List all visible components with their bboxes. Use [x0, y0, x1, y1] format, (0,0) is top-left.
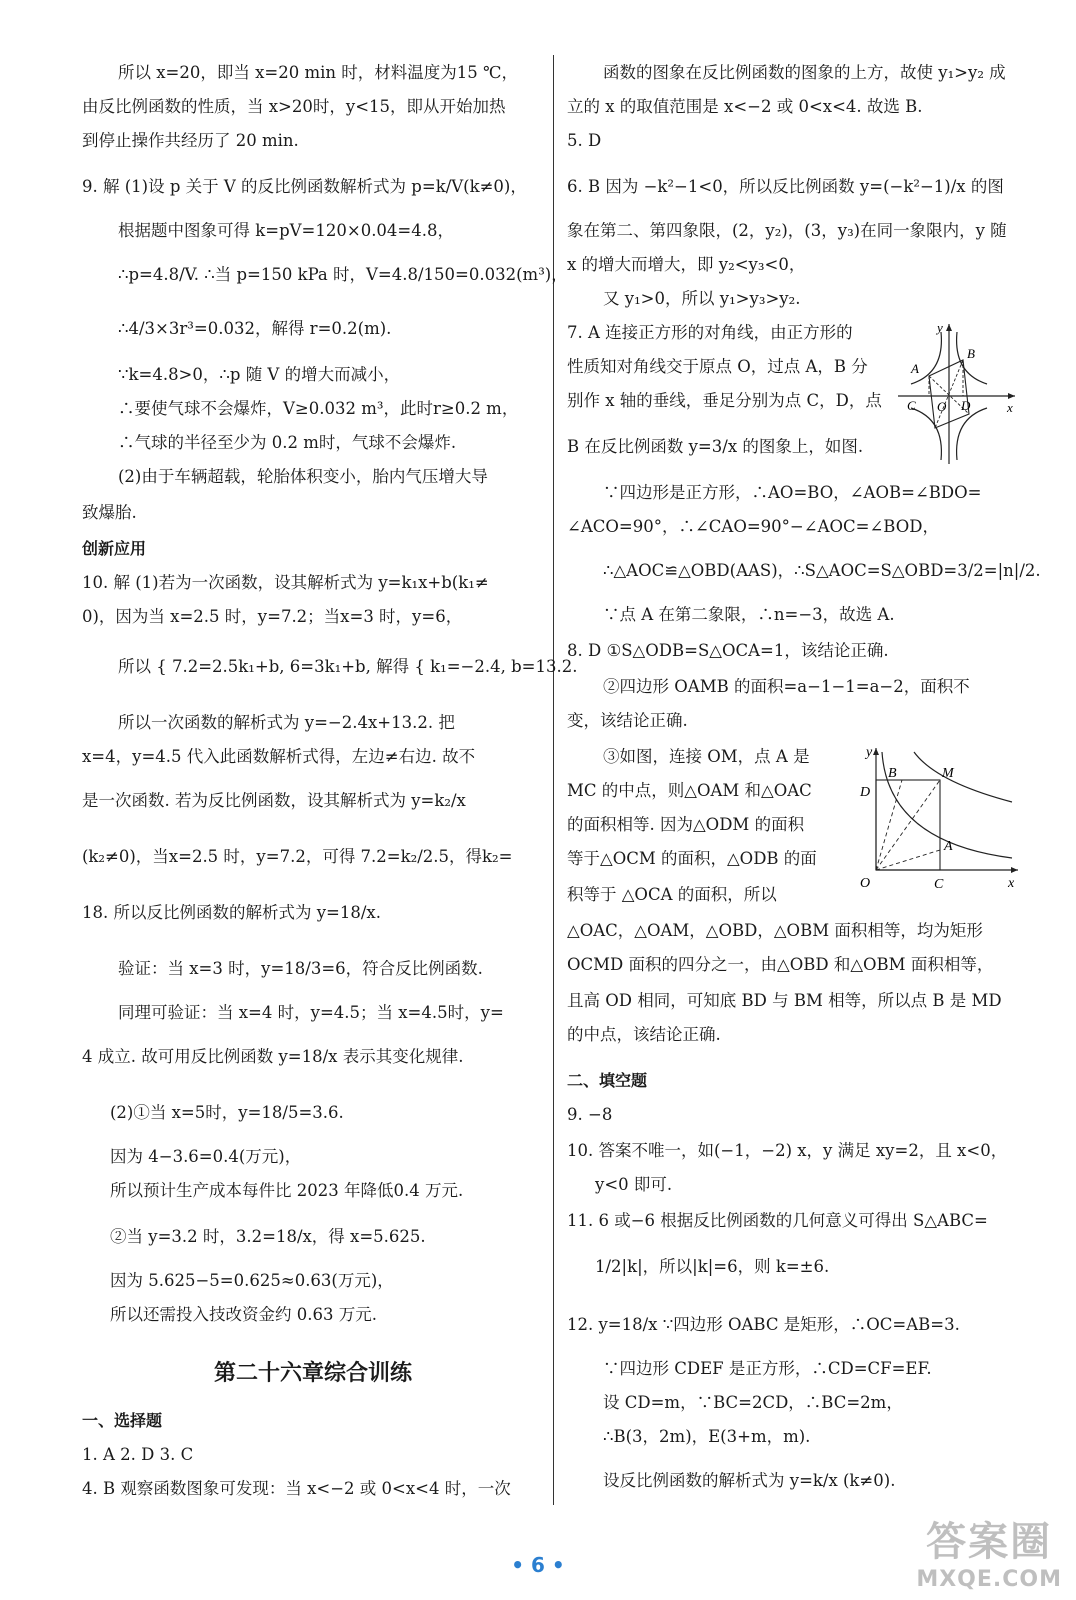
text-line: x 的增大而增大，即 y₂<y₃<0，: [567, 255, 806, 274]
text-line: B 在反比例函数 y=3/x 的图象上，如图.: [567, 437, 864, 456]
text-line: 设反比例函数的解析式为 y=k/x (k≠0).: [603, 1471, 896, 1490]
label-x: x: [1008, 876, 1015, 891]
text-line: ∴要使气球不会爆炸，V≥0.032 m³，此时r≥0.2 m，: [118, 399, 519, 418]
text-line: (2)①当 x=5时，y=18/5=3.6.: [110, 1103, 344, 1122]
text-line: 因为 5.625−5=0.625≈0.63(万元)，: [110, 1271, 394, 1290]
text-line: 6. B 因为 −k²−1<0，所以反比例函数 y=(−k²−1)/x 的图: [567, 177, 1004, 196]
text-line: 函数的图象在反比例函数的图象的上方，故使 y₁>y₂ 成: [603, 63, 1006, 82]
label-B: B: [888, 766, 897, 781]
text-line: 根据题中图象可得 k=pV=120×0.04=4.8，: [118, 221, 454, 240]
text-line: 11. 6 或−6 根据反比例函数的几何意义可得出 S△ABC=: [567, 1211, 988, 1230]
text-line: 12. y=18/x ∵四边形 OABC 是矩形，∴OC=AB=3.: [567, 1315, 960, 1334]
text-line: ∵k=4.8>0，∴p 随 V 的增大而减小，: [118, 365, 401, 384]
text-line: 且高 OD 相同，可知底 BD 与 BM 相等，所以点 B 是 MD: [567, 991, 1002, 1010]
text-line: 到停止操作共经历了 20 min.: [82, 131, 299, 150]
text-line: 4. B 观察函数图象可发现：当 x<−2 或 0<x<4 时，一次: [82, 1479, 511, 1498]
text-line: ∵点 A 在第二象限，∴n=−3，故选 A.: [603, 605, 895, 624]
text-line: (2)由于车辆超载，轮胎体积变小，胎内气压增大导: [118, 467, 488, 486]
text-line: 象在第二、第四象限，(2，y₂)，(3，y₃)在同一象限内，y 随: [567, 221, 1007, 240]
text-line: ∵四边形 CDEF 是正方形，∴CD=CF=EF.: [603, 1359, 932, 1378]
page-number: • 6 •: [511, 1553, 565, 1577]
text-line: ②四边形 OAMB 的面积=a−1−1=a−2，面积不: [603, 677, 970, 696]
text-line: 所以一次函数的解析式为 y=−2.4x+13.2. 把: [118, 713, 455, 732]
text-line: ∵四边形是正方形，∴AO=BO，∠AOB=∠BDO=: [603, 483, 982, 502]
watermark-url: MXQE.COM: [916, 1567, 1062, 1592]
label-y: y: [866, 745, 873, 760]
text-line: 因为 4−3.6=0.4(万元)，: [110, 1147, 302, 1166]
text-line: 致爆胎.: [82, 503, 137, 522]
text-line: 1. A 2. D 3. C: [82, 1445, 194, 1464]
text-line: ∴B(3，2m)，E(3+m，m).: [603, 1427, 811, 1446]
text-line: 积等于 △OCA 的面积，所以: [567, 885, 777, 904]
text-line: 立的 x 的取值范围是 x<−2 或 0<x<4. 故选 B.: [567, 97, 923, 116]
text-line: 又 y₁>0，所以 y₁>y₃>y₂.: [603, 289, 801, 308]
label-y: y: [937, 320, 943, 335]
text-line: 7. A 连接正方形的对角线，由正方形的: [567, 323, 853, 342]
text-line: ∴4/3×3r³=0.032，解得 r=0.2(m).: [118, 319, 392, 338]
text-line: x=4，y=4.5 代入此函数解析式得，左边≠右边. 故不: [82, 747, 476, 766]
text-line: △OAC，△OAM，△OBD，△OBM 面积相等，均为矩形: [567, 921, 983, 940]
text-line: 是一次函数. 若为反比例函数，设其解析式为 y=k₂/x: [82, 791, 466, 810]
label-M: M: [942, 766, 954, 781]
text-line: OCMD 面积的四分之一，由△OBD 和△OBM 面积相等，: [567, 955, 994, 974]
text-line: 同理可验证：当 x=4 时，y=4.5；当 x=4.5时，y=: [118, 1003, 504, 1022]
label-x: x: [1007, 400, 1013, 415]
text-line: 所以预计生产成本每件比 2023 年降低0.4 万元.: [110, 1181, 464, 1200]
text-line: 10. 解 (1)若为一次函数，设其解析式为 y=k₁x+b(k₁≠: [82, 573, 489, 592]
text-line: ∠ACO=90°，∴∠CAO=90°−∠AOC=∠BOD，: [567, 517, 939, 536]
section-heading: 创新应用: [82, 539, 147, 558]
text-line: 所以 x=20，即当 x=20 min 时，材料温度为15 ℃，: [118, 63, 518, 82]
text-line: 的面积相等. 因为△ODM 的面积: [567, 815, 805, 834]
left-column: [82, 0, 578, 1560]
text-line: ③如图，连接 OM，点 A 是: [603, 747, 810, 766]
text-line: 别作 x 轴的垂线，垂足分别为点 C，D，点: [567, 391, 882, 410]
label-C: C: [907, 398, 916, 413]
section-heading: 一、选择题: [82, 1411, 163, 1430]
label-B: B: [967, 346, 975, 361]
watermark-text: 答案圈: [926, 1519, 1053, 1565]
text-line: 1/2|k|，所以|k|=6，则 k=±6.: [595, 1257, 830, 1276]
text-line: 由反比例函数的性质，当 x>20时，y<15，即从开始加热: [82, 97, 506, 116]
text-line: 10. 答案不唯一，如(−1，−2) x，y 满足 xy=2，且 x<0，: [567, 1141, 1008, 1160]
label-D: D: [860, 785, 871, 800]
label-O: O: [860, 876, 871, 891]
text-line: 0)，因为当 x=2.5 时，y=7.2；当x=3 时，y=6，: [82, 607, 463, 626]
section-heading: 二、填空题: [567, 1071, 648, 1090]
text-line: 设 CD=m，∵BC=2CD，∴BC=2m，: [603, 1393, 903, 1412]
figure-q8: [852, 742, 1024, 892]
text-line: 变，该结论正确.: [567, 711, 688, 730]
text-line: ②当 y=3.2 时，3.2=18/x，得 x=5.625.: [110, 1227, 426, 1246]
text-line: 9. −8: [567, 1105, 613, 1124]
label-O: O: [937, 399, 947, 414]
text-line: (k₂≠0)，当x=2.5 时，y=7.2，可得 7.2=k₂/2.5，得k₂=: [82, 847, 513, 866]
text-line: 等于△OCM 的面积，△ODB 的面: [567, 849, 817, 868]
text-line: MC 的中点，则△OAM 和△OAC: [567, 781, 812, 800]
text-line: y<0 即可.: [595, 1175, 673, 1194]
text-line: 5. D: [567, 131, 602, 150]
label-C: C: [934, 877, 944, 892]
text-line: 9. 解 (1)设 p 关于 V 的反比例函数解析式为 p=k/V(k≠0)，: [82, 177, 527, 196]
text-line: ∴△AOC≌△OBD(AAS)，∴S△AOC=S△OBD=3/2=|n|/2.: [603, 561, 1041, 580]
text-line: 所以还需投入技改资金约 0.63 万元.: [110, 1305, 377, 1324]
watermark: [916, 1510, 1062, 1592]
text-line: ∴气球的半径至少为 0.2 m时，气球不会爆炸.: [118, 433, 457, 452]
chapter-title: 第二十六章综合训练: [213, 1361, 412, 1386]
figure-q7: [893, 318, 1023, 466]
text-line: 8. D ①S△ODB=S△OCA=1，该结论正确.: [567, 641, 889, 660]
label-A: A: [944, 839, 953, 854]
text-line: 的中点，该结论正确.: [567, 1025, 721, 1044]
label-A: A: [911, 361, 919, 376]
text-line: 4 成立. 故可用反比例函数 y=18/x 表示其变化规律.: [82, 1047, 464, 1066]
label-D: D: [961, 398, 971, 413]
text-line: 18. 所以反比例函数的解析式为 y=18/x.: [82, 903, 381, 922]
text-line: 验证：当 x=3 时，y=18/3=6，符合反比例函数.: [118, 959, 483, 978]
text-line: 所以 { 7.2=2.5k₁+b, 6=3k₁+b, 解得 { k₁=−2.4, b=13.2.: [118, 657, 578, 676]
text-line: ∴p=4.8/V. ∴当 p=150 kPa 时，V=4.8/150=0.032(m³)，: [118, 265, 568, 284]
text-line: 性质知对角线交于原点 O，过点 A，B 分: [567, 357, 868, 376]
